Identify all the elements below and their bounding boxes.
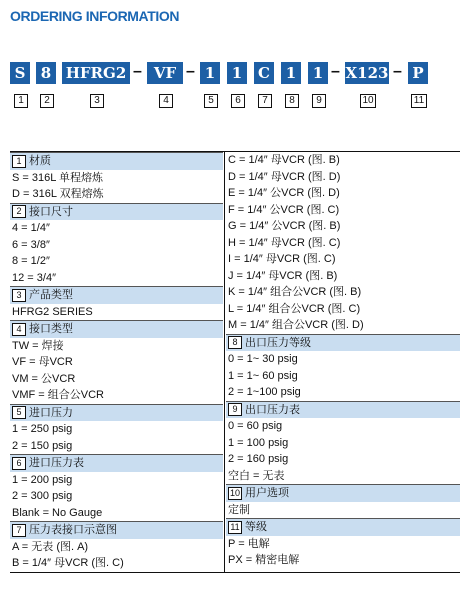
section-number: 3: [12, 289, 26, 302]
section-number: 1: [12, 155, 26, 168]
section-number: 7: [12, 524, 26, 537]
option-row: I = 1/4″ 母VCR (图. C): [228, 253, 336, 265]
code-dash: –: [331, 63, 340, 80]
section-header: [10, 203, 223, 221]
section-number: 2: [12, 205, 26, 218]
code-index: 1: [14, 94, 28, 108]
section-title: 产品类型: [29, 289, 73, 301]
code-index: 5: [204, 94, 218, 108]
option-row: 2 = 160 psig: [228, 453, 289, 465]
option-row: M = 1/4″ 组合公VCR (图. D): [228, 319, 364, 331]
option-row: Blank = No Gauge: [12, 506, 103, 519]
code-seg-material: S: [10, 62, 30, 84]
option-row: VMF = 组合公VCR: [12, 389, 104, 401]
code-index: 8: [285, 94, 299, 108]
code-seg-outlet-pressure: 1: [281, 62, 301, 84]
code-seg-size: 8: [36, 62, 56, 84]
code-seg-inlet-gauge: 1: [227, 62, 247, 84]
option-row: G = 1/4″ 公VCR (图. B): [228, 220, 341, 232]
code-seg-grade: P: [408, 62, 428, 84]
section-header: [10, 521, 223, 539]
option-row: 1 = 1~ 60 psig: [228, 369, 298, 382]
option-row: TW = 焊接: [12, 339, 64, 352]
code-index: 6: [231, 94, 245, 108]
option-row: P = 电解: [228, 537, 270, 550]
option-row: 定制: [228, 503, 250, 516]
option-row: L = 1/4″ 组合公VCR (图. C): [228, 302, 361, 315]
section-title: 进口压力: [29, 406, 73, 419]
option-row: 2 = 1~100 psig: [228, 386, 301, 398]
section-title: 等级: [245, 521, 267, 533]
option-row: D = 1/4″ 母VCR (图. D): [228, 170, 341, 183]
option-row: 2 = 300 psig: [12, 490, 73, 502]
code-index: 9: [312, 94, 326, 108]
option-row: C = 1/4″ 母VCR (图. B): [228, 154, 340, 166]
option-row: HFRG2 SERIES: [12, 305, 93, 318]
option-row: 2 = 150 psig: [12, 439, 73, 452]
code-index: 7: [258, 94, 272, 108]
code-seg-connection: VF: [147, 62, 183, 84]
option-row: 6 = 3/8″: [12, 238, 50, 251]
option-row: F = 1/4″ 公VCR (图. C): [228, 203, 340, 216]
section-title: 出口压力表: [245, 403, 300, 416]
code-index: 4: [159, 94, 173, 108]
option-row: 空白 = 无表: [228, 469, 285, 482]
section-header: [10, 320, 223, 338]
code-seg-option: X123: [345, 64, 389, 82]
option-row: S = 316L 单程熔炼: [12, 171, 103, 184]
section-header: [10, 404, 223, 422]
option-row: E = 1/4″ 公VCR (图. D): [228, 187, 340, 199]
option-row: H = 1/4″ 母VCR (图. C): [228, 236, 341, 249]
section-title: 出口压力等级: [245, 336, 311, 349]
section-title: 压力表接口示意图: [29, 524, 117, 536]
section-header: [226, 484, 460, 502]
section-number: 10: [229, 487, 240, 498]
code-index: 2: [40, 94, 54, 108]
table-bottom-rule: [10, 572, 460, 573]
options-table: [10, 151, 460, 574]
code-seg-gauge-port: C: [254, 62, 274, 84]
table-column-divider: [224, 151, 225, 572]
code-seg-type: HFRG2: [62, 62, 130, 84]
code-index: 3: [90, 94, 104, 108]
option-row: 1 = 200 psig: [12, 473, 73, 486]
section-title: 接口类型: [29, 323, 73, 335]
option-row: B = 1/4″ 母VCR (图. C): [12, 557, 124, 569]
option-row: J = 1/4″ 母VCR (图. B): [228, 269, 338, 282]
section-title: 用户选项: [245, 487, 289, 499]
option-row: 8 = 1/2″: [12, 255, 50, 267]
option-row: 4 = 1/4″: [12, 222, 50, 234]
code-index: 11: [411, 94, 427, 108]
option-row: VM = 公VCR: [12, 372, 76, 385]
option-row: D = 316L 双程熔炼: [12, 188, 104, 200]
code-index: 10: [360, 94, 376, 108]
section-header: [10, 152, 223, 170]
section-header: [10, 286, 223, 304]
option-row: VF = 母VCR: [12, 356, 73, 368]
page-title: ORDERING INFORMATION: [10, 8, 180, 24]
ordering-code: [10, 62, 460, 86]
section-header: [226, 334, 460, 352]
section-number: 9: [228, 403, 242, 416]
option-row: 12 = 3/4″: [12, 271, 56, 284]
option-row: 0 = 60 psig: [228, 420, 283, 432]
code-seg-inlet-pressure: 1: [200, 62, 220, 84]
section-number: 11: [228, 521, 242, 534]
option-row: 1 = 100 psig: [228, 436, 289, 449]
option-row: A = 无表 (图. A): [12, 540, 89, 553]
option-row: PX = 精密电解: [228, 554, 300, 566]
option-row: 1 = 250 psig: [12, 423, 73, 435]
option-row: 0 = 1~ 30 psig: [228, 353, 298, 365]
section-number: 8: [228, 336, 242, 349]
section-number: 4: [12, 323, 26, 336]
section-number: 5: [12, 406, 26, 419]
code-dash: –: [393, 63, 402, 80]
section-header: [10, 454, 223, 472]
section-title: 接口尺寸: [29, 205, 73, 218]
section-title: 进口压力表: [29, 457, 84, 469]
section-title: 材质: [29, 155, 51, 167]
section-header: [226, 518, 460, 536]
left-column: [10, 152, 223, 572]
code-index-row: [10, 94, 460, 108]
code-seg-outlet-gauge: 1: [308, 62, 328, 84]
option-row: K = 1/4″ 组合公VCR (图. B): [228, 286, 362, 298]
code-dash: –: [133, 63, 142, 80]
code-dash: –: [186, 63, 195, 80]
section-number: 6: [12, 457, 26, 470]
right-column: [226, 152, 460, 569]
section-header: [226, 401, 460, 419]
